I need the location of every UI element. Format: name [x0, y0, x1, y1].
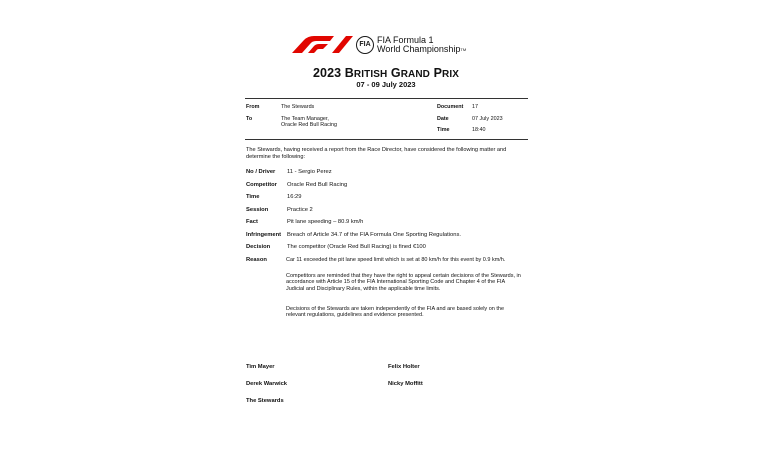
field-value-time: 16:29	[287, 194, 302, 200]
field-value-competitor: Oracle Red Bull Racing	[287, 182, 348, 188]
f1-logo-icon	[290, 34, 354, 54]
field-label-session: Session	[246, 207, 269, 213]
to-value-line-2: Oracle Red Bull Racing	[281, 122, 338, 128]
title-ritish: RITISH	[353, 69, 388, 80]
field-value-decision: The competitor (Oracle Red Bull Racing) is fined €100	[287, 244, 426, 250]
stewards-footer: The Stewards	[246, 398, 284, 404]
reason-paragraph-1: Car 11 exceeded the pit lane speed limit which is set at 80 km/h for this event by 0.9 km/h.	[286, 257, 506, 263]
title-b: B	[344, 66, 354, 80]
field-label-driver: No / Driver	[246, 169, 276, 175]
field-value-infringement: Breach of Article 34.7 of the FIA Formula One Sporting Regulations.	[287, 232, 461, 238]
field-label-fact: Fact	[246, 219, 258, 225]
field-label-time: Time	[246, 194, 260, 200]
event-title	[0, 66, 772, 80]
field-value-session: Practice 2	[287, 207, 313, 213]
field-label-competitor: Competitor	[246, 182, 277, 188]
time-value: 18:40	[472, 127, 486, 133]
header-bottom-rule	[245, 139, 528, 140]
title-british	[345, 66, 388, 80]
title-rand: RAND	[400, 69, 431, 80]
steward-signature-1: Tim Mayer	[246, 364, 275, 370]
to-label: To	[246, 116, 253, 122]
title-grand	[391, 66, 430, 80]
reason-paragraph-2: Competitors are reminded that they have the right to appeal certain decisions of the Stewards, in accordance with Article 15 of the FIA International Sporting Code and Chapter 4 of the FIA Judicial and Disciplinary Rules, within the applicable time limits.	[286, 273, 521, 292]
title-rix: RIX	[442, 69, 460, 80]
intro-paragraph: The Stewards, having received a report from the Race Director, have considered the following matter and determine the following:	[246, 147, 507, 160]
event-dates: 07 - 09 July 2023	[356, 80, 416, 89]
wordmark-line-2	[377, 45, 466, 54]
steward-signature-2: Felix Holter	[388, 364, 420, 370]
reason-paragraph-3: Decisions of the Stewards are taken independently of the FIA and are based solely on the relevant regulations, guidelines and evidence presented.	[286, 306, 504, 319]
field-label-reason: Reason	[246, 257, 267, 263]
championship-wordmark	[377, 36, 466, 54]
from-value: The Stewards	[281, 104, 315, 110]
title-year: 2023	[312, 66, 342, 80]
document-label: Document	[437, 104, 464, 110]
field-value-driver: 11 - Sergio Perez	[287, 169, 332, 175]
from-label: From	[246, 104, 260, 110]
date-value: 07 July 2023	[472, 116, 503, 122]
steward-signature-3: Derek Warwick	[246, 381, 288, 387]
title-g: G	[390, 66, 401, 80]
fia-emblem-icon	[356, 36, 374, 54]
field-label-decision: Decision	[246, 244, 271, 250]
field-value-fact: Pit lane speeding – 80.9 km/h	[287, 219, 364, 225]
to-value-line-1: The Team Manager,	[281, 116, 329, 122]
title-prix	[434, 66, 459, 80]
trademark-mark: TM	[460, 47, 467, 52]
wordmark-line-2-text: World Championship	[377, 44, 461, 54]
wordmark-line-1: FIA Formula 1	[377, 35, 434, 45]
f1-fia-logo	[290, 34, 490, 56]
field-label-infringement: Infringement	[246, 232, 282, 238]
fia-emblem-text: FIA	[359, 41, 371, 48]
document-number: 17	[472, 104, 478, 110]
date-label: Date	[437, 116, 449, 122]
steward-signature-4: Nicky Moffitt	[388, 381, 423, 387]
header-top-rule	[245, 98, 528, 99]
time-label: Time	[437, 127, 450, 133]
title-p: P	[433, 66, 443, 80]
